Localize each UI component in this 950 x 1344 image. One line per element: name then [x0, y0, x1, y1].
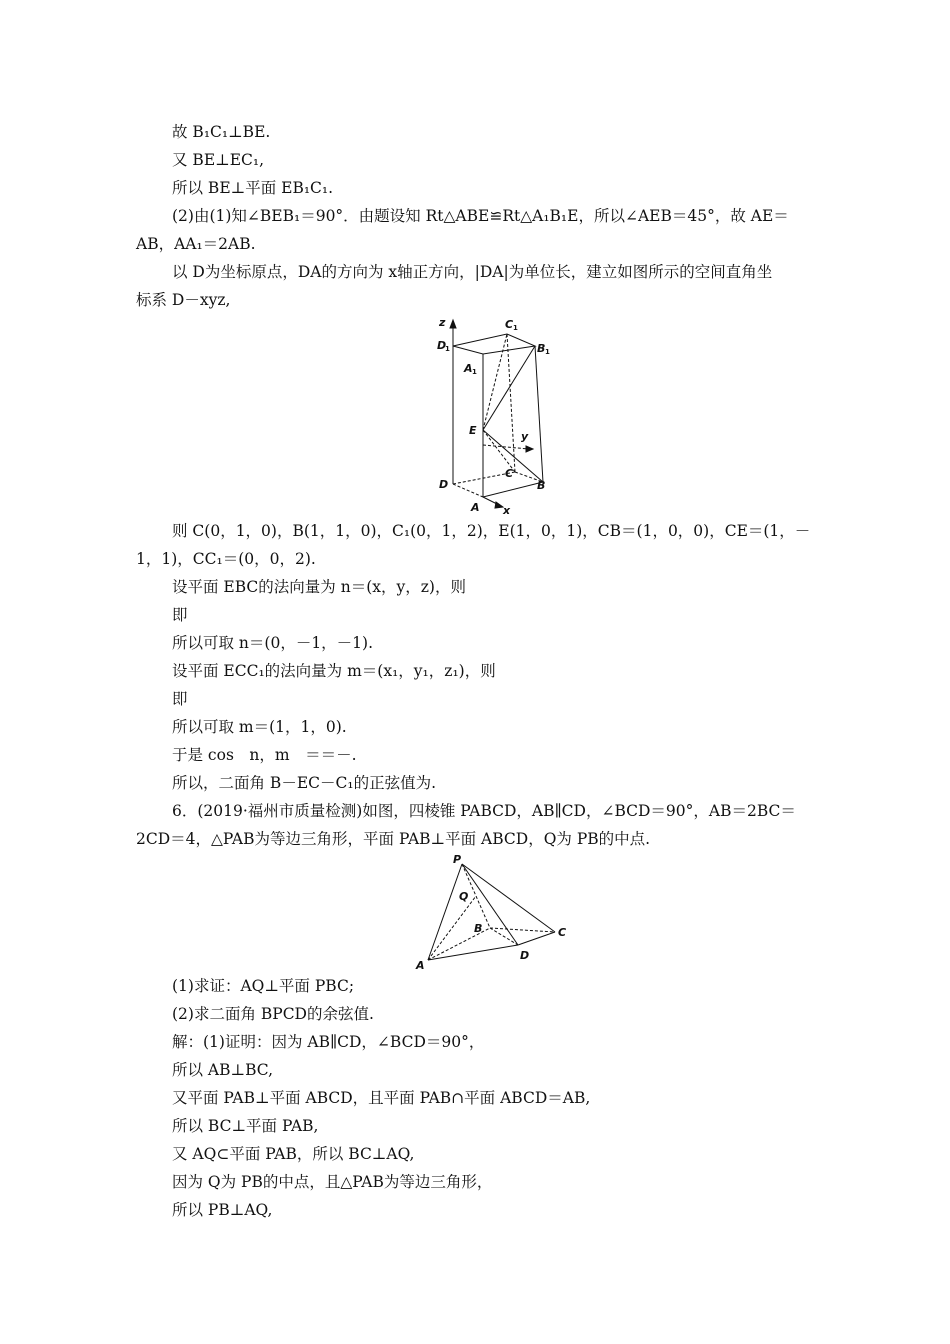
- label-D1: D: [437, 339, 447, 352]
- edge-DA: [453, 484, 483, 497]
- text-line: 因为 Q为 PB的中点，且△PAB为等边三角形，: [172, 1173, 493, 1191]
- text-line: 故 B₁C₁⊥BE.: [172, 123, 271, 141]
- label-C: C: [505, 467, 514, 480]
- segment-AQ: [428, 896, 476, 960]
- label-y: y: [521, 430, 529, 443]
- text-line: (2)求二面角 BPCD的余弦值.: [172, 1005, 374, 1023]
- text-line: 所以 BE⊥平面 EB₁C₁.: [172, 179, 334, 197]
- text-line: 所以可取 n＝(0，－1，－1).: [172, 634, 374, 652]
- text-line: 则 C(0，1，0)，B(1，1，0)，C₁(0，1，2)，E(1，0，1)，CB＝(1，0，0)，CE＝(1，－: [172, 522, 811, 540]
- label-P: P: [453, 853, 462, 866]
- edge-PD: [462, 864, 518, 945]
- prism-figure: [425, 312, 565, 517]
- edge-DC: [518, 932, 555, 945]
- svg-text:1: 1: [472, 368, 477, 376]
- text-line: 所以 BC⊥平面 PAB,: [172, 1117, 319, 1135]
- text-line: 即: [172, 606, 188, 624]
- segment-EC1: [483, 334, 507, 430]
- label-z: z: [439, 316, 446, 329]
- label-A1: A: [464, 362, 473, 375]
- text-line: 2CD＝4，△PAB为等边三角形，平面 PAB⊥平面 ABCD，Q为 PB的中点.: [136, 830, 651, 848]
- edge-BB1: [535, 346, 543, 482]
- text-line: 又 AQ⊂平面 PAB，所以 BC⊥AQ,: [172, 1145, 415, 1163]
- label-C1: C: [505, 318, 514, 331]
- text-line: 6．(2019·福州市质量检测)如图，四棱锥 PABCD，AB∥CD，∠BCD＝90°，AB＝2BC＝: [172, 802, 796, 820]
- segment-EB1: [483, 346, 535, 430]
- text-line: 于是 cos n，m ＝＝－.: [172, 746, 357, 764]
- label-D: D: [439, 478, 449, 491]
- label-B1: B: [537, 342, 546, 355]
- text-line: 即: [172, 690, 188, 708]
- label-A: A: [471, 501, 480, 514]
- text-line: 又 BE⊥EC₁,: [172, 151, 265, 169]
- label-B: B: [474, 922, 483, 935]
- text-line: (1)求证：AQ⊥平面 PBC;: [172, 977, 355, 995]
- edge-AB: [483, 482, 543, 497]
- svg-text:1: 1: [545, 348, 550, 356]
- text-line: 所以 PB⊥AQ,: [172, 1201, 273, 1219]
- top-face: [453, 334, 535, 354]
- label-E: E: [469, 424, 477, 437]
- label-B: B: [537, 479, 546, 492]
- text-line: 标系 D－xyz,: [136, 291, 231, 309]
- text-line: 设平面 EBC的法向量为 n＝(x，y，z)，则: [172, 578, 466, 596]
- x-axis-arrow: [495, 502, 503, 508]
- label-x: x: [503, 504, 511, 517]
- svg-text:1: 1: [445, 345, 450, 353]
- svg-text:1: 1: [513, 324, 518, 332]
- text-line: 1，1)，CC₁＝(0，0，2).: [136, 550, 316, 568]
- text-line: 所以，二面角 B－EC－C₁的正弦值为.: [172, 774, 436, 792]
- y-axis-arrow: [526, 446, 533, 452]
- text-line: 以 D为坐标原点，DA的方向为 x轴正方向，|DA|为单位长，建立如图所示的空间直角坐: [172, 263, 773, 281]
- label-C: C: [558, 926, 567, 939]
- text-line: AB，AA₁＝2AB.: [136, 235, 256, 253]
- z-axis-arrow: [450, 320, 456, 328]
- text-line: 所以 AB⊥BC,: [172, 1061, 273, 1079]
- label-A: A: [416, 959, 425, 972]
- pyramid-figure: [410, 852, 580, 972]
- y-axis: [483, 445, 529, 449]
- text-line: 设平面 ECC₁的法向量为 m＝(x₁，y₁，z₁)，则: [172, 662, 496, 680]
- edge-BD: [490, 928, 518, 945]
- text-line: (2)由(1)知∠BEB₁＝90°．由题设知 Rt△ABE≌Rt△A₁B₁E，所以∠AEB＝45°，故 AE＝: [172, 207, 789, 225]
- edge-BC: [490, 928, 555, 932]
- text-line: 又平面 PAB⊥平面 ABCD，且平面 PAB∩平面 ABCD＝AB,: [172, 1089, 591, 1107]
- label-D: D: [520, 949, 530, 962]
- segment-EC: [483, 430, 515, 472]
- text-line: 所以可取 m＝(1，1，0).: [172, 718, 347, 736]
- label-Q: Q: [459, 890, 469, 903]
- text-line: 解：(1)证明：因为 AB∥CD，∠BCD＝90°，: [172, 1033, 485, 1051]
